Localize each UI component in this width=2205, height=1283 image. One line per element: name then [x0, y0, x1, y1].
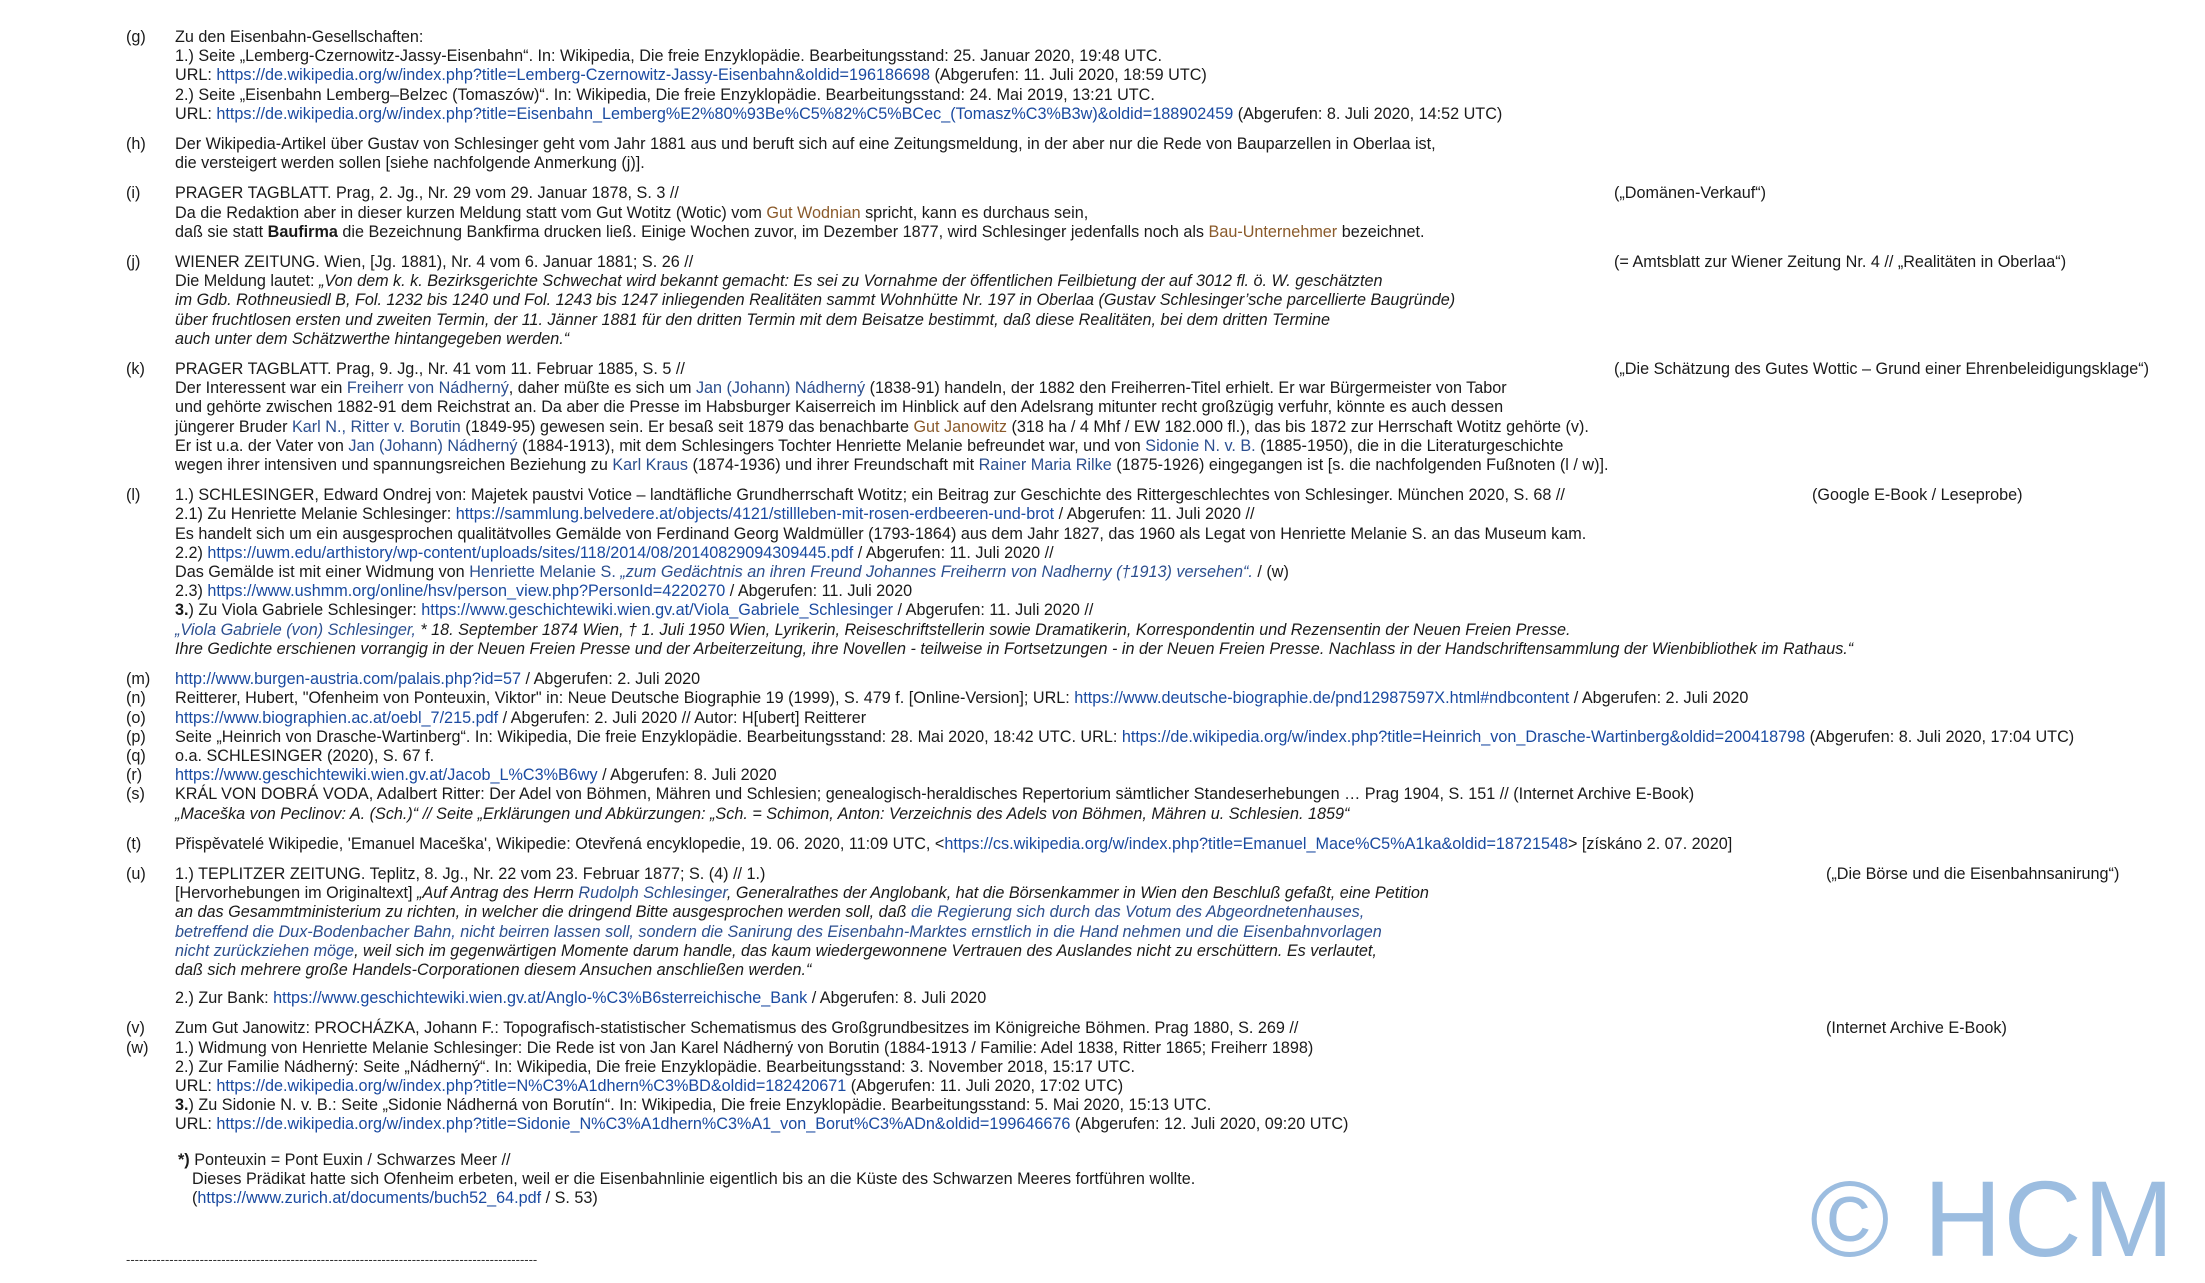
- footnote-g: [126, 28, 2186, 124]
- geschichtewiki-link[interactable]: https://www.geschichtewiki.wien.gv.at/Anglo-%C3%B6sterreichische_Bank: [273, 989, 808, 1008]
- footnote-text: 2.3): [175, 582, 208, 601]
- url-prefix: URL:: [175, 1115, 217, 1134]
- footnote-s: [126, 785, 2186, 823]
- emphasis: 3.: [175, 1096, 189, 1115]
- footnote-label: (u): [126, 864, 146, 883]
- zurich-pdf-link[interactable]: https://www.zurich.at/documents/buch52_64.pdf: [197, 1188, 542, 1207]
- deutsche-biographie-link[interactable]: https://www.deutsche-biographie.de/pnd12987597X.html#ndbcontent: [1074, 689, 1570, 708]
- retrieved-note: / Abgerufen: 2. Juli 2020 // Autor: H[ubert] Reitterer: [498, 708, 867, 727]
- note-text: Dieses Prädikat hatte sich Ofenheim erbeten, weil er die Eisenbahnlinie eigentlich bis an die Küste des Schwarzen Meeres fortführen wollte.: [192, 1169, 1196, 1188]
- belvedere-link[interactable]: https://sammlung.belvedere.at/objects/4121/stillleben-mit-rosen-erdbeeren-und-brot: [455, 505, 1055, 524]
- footnote-text: ) Zu Viola Gabriele Schlesinger:: [188, 601, 422, 620]
- quote: „zum Gedächtnis an ihren Freund Johannes Freiherrn von Nadherny (†1913) versehen“.: [615, 563, 1253, 582]
- footnote-text: , daher müßte es sich um: [508, 379, 696, 398]
- footnote-text: Zu den Eisenbahn-Gesellschaften:: [175, 28, 424, 46]
- footnote-text: 1.) Widmung von Henriette Melanie Schlesinger: Die Rede ist von Jan Karel Nádherný von Borutin (1884-1913 / Familie: Adel 1838, Ritter 1865; Freiherr 1898): [175, 1038, 1314, 1057]
- uwm-pdf-link[interactable]: https://uwm.edu/arthistory/wp-content/uploads/sites/118/2014/08/20140829094309445.pdf: [207, 543, 854, 562]
- retrieved-note: > [získáno 2. 07. 2020]: [1567, 834, 1733, 853]
- footnote-text: Reitterer, Hubert, "Ofenheim von Ponteuxin, Viktor" in: Neue Deutsche Biographie 19 (1999), S. 479 f. [Online-Version]; URL:: [175, 689, 1075, 708]
- quote: auch unter dem Schätzwerthe hintangegeben werden.“: [175, 329, 570, 348]
- quote: über fruchtlosen ersten und zweiten Termin, der 11. Jänner 1881 für den dritten Termin mit dem Beisatze bestimmt, daß diese Realitäten, bei dem dritten Termine: [175, 310, 1330, 329]
- person-link[interactable]: Jan (Johann) Nádherný: [695, 379, 866, 398]
- footnote-text: (318 ha / 4 Mhf / EW 182.000 fl.), das bis 1872 zur Herrschaft Wotitz gehörte (v).: [1007, 417, 1589, 436]
- footnote-label: (m): [126, 670, 151, 689]
- footnote-u: [126, 865, 2186, 1008]
- quote: , weil sich im gegenwärtigen Momente darum handle, das kaum wiedergewonnene Vertrauen des Auslandes nicht zu erschüttern. Es verlautet,: [354, 941, 1377, 960]
- person-link[interactable]: Jan (Johann) Nádherný: [348, 436, 518, 455]
- footnote-text: spricht, kann es durchaus sein,: [860, 203, 1089, 222]
- footnote-v: [126, 1019, 2186, 1038]
- note-text: / S. 53): [541, 1188, 598, 1207]
- note-text: (: [192, 1188, 198, 1207]
- ushmm-link[interactable]: https://www.ushmm.org/online/hsv/person_view.php?PersonId=4220270: [207, 582, 726, 601]
- footnote-label: (r): [126, 766, 143, 785]
- footnote-text: (1838-91) handeln, der 1882 den Freiherren-Titel erhielt. Er war Bürgermeister von Tabor: [865, 379, 1507, 398]
- footnote-label: (w): [126, 1038, 149, 1057]
- quote: im Gdb. Rothneusiedl B, Fol. 1232 bis 1240 und Fol. 1243 bis 1247 inliegenden Realitäten sammt Wohnhütte Nr. 197 in Oberlaa (Gustav Schlesinger’sche parcellierte Baugründe): [175, 291, 1456, 310]
- citation: Zum Gut Janowitz: PROCHÁZKA, Johann F.: Topografisch-statistischer Schematismus des Großgrundbesitzes im Königreiche Böhmen. Prag 1880, S. 269 //: [175, 1019, 1299, 1038]
- footnote-label: (s): [126, 785, 145, 804]
- source-note: (Internet Archive E-Book): [1826, 1019, 2007, 1038]
- geschichtewiki-link[interactable]: https://www.geschichtewiki.wien.gv.at/Jacob_L%C3%B6wy: [175, 766, 598, 785]
- footnote-label: (n): [126, 689, 146, 708]
- footnote-label: (h): [126, 135, 146, 154]
- footnote-text: die versteigert werden sollen [siehe nachfolgende Anmerkung (j)].: [175, 154, 645, 173]
- retrieved-note: (Abgerufen: 11. Juli 2020, 18:59 UTC): [929, 66, 1207, 85]
- url-prefix: URL:: [175, 104, 217, 123]
- footnote-label: (l): [126, 486, 141, 505]
- footnote-r: [126, 766, 2186, 785]
- footnote-t: [126, 835, 2186, 854]
- footnote-text: 2.) Seite „Eisenbahn Lemberg–Belzec (Tomaszów)“. In: Wikipedia, Die freie Enzyklopädie. Bearbeitungsstand: 24. Mai 2019, 13:21 UTC.: [175, 85, 1155, 104]
- copyright-watermark: © HCM: [1810, 1158, 2176, 1279]
- footnote-text: Der Interessent war ein: [175, 379, 347, 398]
- retrieved-note: (Abgerufen: 8. Juli 2020, 17:04 UTC): [1805, 727, 2075, 746]
- wikipedia-link[interactable]: https://de.wikipedia.org/w/index.php?title=Sidonie_N%C3%A1dhern%C3%A1_von_Borut%C3%ADn&oldid=199646676: [216, 1115, 1071, 1134]
- retrieved-note: / Abgerufen: 8. Juli 2020: [597, 766, 777, 785]
- person-link[interactable]: Sidonie N. v. B.: [1145, 436, 1256, 455]
- footnote-q: [126, 747, 2186, 766]
- quote-emphasis: die Regierung sich durch das Votum des Abgeordnetenhauses,: [911, 903, 1365, 922]
- person-link[interactable]: Henriette Melanie S.: [469, 563, 616, 582]
- footnote-text: 2.2): [175, 543, 208, 562]
- quote: Ihre Gedichte erschienen vorrangig in der Neuen Freien Presse und der Arbeiterzeitung, ihre Novellen - teilweise in Fortsetzungen - in der Neuen Freien Presse. Nachlass in der Handschriftensammlung der Wienbibliothek im Rathaus.“: [175, 639, 1854, 658]
- footnote-label: (i): [126, 184, 141, 203]
- footnote-text: (1849-95) gewesen sein. Er besaß seit 1879 das benachbarte: [460, 417, 914, 436]
- quote-emphasis: nicht zurückziehen möge: [175, 941, 355, 960]
- quote-emphasis: betreffend die Dux-Bodenbacher Bahn, nicht beirren lassen soll, sondern die Sanirung des Eisenbahn-Marktes ernstlich in die Hand nehmen und die Eisenbahnvorlagen: [175, 922, 1382, 941]
- footnote-text: wegen ihrer intensiven und spannungsreichen Beziehung zu: [175, 456, 613, 475]
- footnote-text: Die Meldung lautet:: [175, 272, 319, 291]
- source-note: („Domänen-Verkauf“): [1614, 184, 1767, 203]
- footnote-j: [126, 253, 2186, 349]
- geschichtewiki-link[interactable]: https://www.geschichtewiki.wien.gv.at/Viola_Gabriele_Schlesinger: [421, 601, 894, 620]
- footnote-text: und gehörte zwischen 1882-91 dem Reichstrat an. Da aber die Presse im Habsburger Kaiserreich im Hinblick auf den Adelsrang mitunter recht großzügig verfuhr, könnte es auch dessen: [175, 398, 1504, 417]
- footnote-label: (g): [126, 28, 146, 46]
- footnote-k: [126, 360, 2186, 475]
- footnote-text: bezeichnet.: [1337, 222, 1425, 241]
- burgen-austria-link[interactable]: http://www.burgen-austria.com/palais.php?id=57: [175, 670, 521, 689]
- footnote-label: (o): [126, 708, 146, 727]
- footnote-text: [Hervorhebungen im Originaltext]: [175, 884, 418, 903]
- source-note: („Die Börse und die Eisenbahnsanirung“): [1826, 864, 2120, 883]
- footnote-text: 2.1) Zu Henriette Melanie Schlesinger:: [175, 505, 456, 524]
- footnote-text: 1.) Seite „Lemberg-Czernowitz-Jassy-Eisenbahn“. In: Wikipedia, Die freie Enzyklopädie. Bearbeitungsstand: 25. Januar 2020, 19:48 UTC.: [175, 47, 1163, 66]
- footnote-text: Das Gemälde ist mit einer Widmung von: [175, 563, 470, 582]
- footnote-i: [126, 184, 2186, 242]
- quote: „Auf Antrag des Herrn: [417, 884, 579, 903]
- retrieved-note: / Abgerufen: 11. Juli 2020 //: [1054, 505, 1255, 524]
- retrieved-note: (Abgerufen: 11. Juli 2020, 17:02 UTC): [846, 1076, 1124, 1095]
- footnote-text: Es handelt sich um ein ausgesprochen qualitätvolles Gemälde von Ferdinand Georg Waldmüller (1793-1864) aus dem Jahr 1827, das 1960 als Legat von Henriette Melanie S. an das Museum kam.: [175, 524, 1587, 543]
- quote: „Von dem k. k. Bezirksgerichte Schwechat wird bekannt gemacht: Es sei zu Vornahme der öffentlichen Feilbietung der auf 3012 fl. ö. W. geschätzten: [318, 272, 1383, 291]
- footnote-text: (1885-1950), die in die Literaturgeschichte: [1255, 436, 1564, 455]
- footnote-text: Da die Redaktion aber in dieser kurzen Meldung statt vom Gut Wotitz (Wotic) vom: [175, 203, 767, 222]
- wikipedia-link[interactable]: https://de.wikipedia.org/w/index.php?title=Lemberg-Czernowitz-Jassy-Eisenbahn&oldid=196186698: [216, 66, 930, 85]
- footnote-label: (p): [126, 727, 146, 746]
- separator-line: -----------------------------------------------------------------------------------------------: [126, 1252, 538, 1267]
- retrieved-note: / Abgerufen: 11. Juli 2020: [725, 582, 913, 601]
- wikipedia-link[interactable]: https://de.wikipedia.org/w/index.php?title=Heinrich_von_Drasche-Wartinberg&oldid=200418798: [1121, 727, 1806, 746]
- place-link[interactable]: Gut Janowitz: [913, 417, 1008, 436]
- footnote-label: (q): [126, 746, 146, 765]
- footnote-n: [126, 689, 2186, 708]
- footnote-text: die Bezeichnung Bankfirma drucken ließ. Einige Wochen zuvor, im Dezember 1877, wird Schlesinger jedenfalls noch als: [337, 222, 1209, 241]
- retrieved-note: (Abgerufen: 12. Juli 2020, 09:20 UTC): [1070, 1115, 1349, 1134]
- citation: WIENER ZEITUNG. Wien, [Jg. 1881), Nr. 4 vom 6. Januar 1881; S. 26 //: [175, 253, 694, 272]
- footnote-text: 2.) Zur Familie Nádherný: Seite „Nádherný“. In: Wikipedia, Die freie Enzyklopädie. Bearbeitungsstand: 3. November 2018, 15:17 UTC.: [175, 1057, 1136, 1076]
- footnote-text: ) Zu Sidonie N. v. B.: Seite „Sidonie Nádherná von Borutín“. In: Wikipedia, Die freie Enzyklopädie. Bearbeitungsstand: 5. Mai 2020, 15:13 UTC.: [188, 1096, 1212, 1115]
- asterisk-marker: *): [178, 1150, 190, 1169]
- footnote-text: jüngerer Bruder: [175, 417, 292, 436]
- wikipedia-link[interactable]: https://de.wikipedia.org/w/index.php?title=N%C3%A1dhern%C3%BD&oldid=182420671: [216, 1076, 847, 1095]
- footnote-text: (1884-1913), mit dem Schlesingers Tochter Henriette Melanie befreundet war, und von: [517, 436, 1146, 455]
- footnote-label: (k): [126, 360, 145, 379]
- person-link[interactable]: Rainer Maria Rilke: [978, 456, 1112, 475]
- source-note: (Google E-Book / Leseprobe): [1812, 486, 2023, 505]
- quote: , Generalrathes der Anglobank, hat die Börsenkammer in Wien den Beschluß gefaßt, eine Petition: [726, 884, 1429, 903]
- citation: PRAGER TAGBLATT. Prag, 9. Jg., Nr. 41 vom 11. Februar 1885, S. 5 //: [175, 360, 685, 379]
- person-link[interactable]: Freiherr von Nádherný: [346, 379, 509, 398]
- wikipedia-link[interactable]: https://de.wikipedia.org/w/index.php?title=Eisenbahn_Lemberg%E2%80%93Be%C5%82%C5%BCec_(Tomasz%C3%B3w)&oldid=188902459: [216, 104, 1234, 123]
- citation: 1.) SCHLESINGER, Edward Ondrej von: Majetek paustvi Votice – landtäfliche Grundherrschaft Wotitz; ein Beitrag zur Geschichte des Rittergeschlechtes von Schlesinger. München 2020, S. 68 //: [175, 486, 1565, 505]
- person-link[interactable]: Rudolph Schlesinger: [578, 884, 727, 903]
- footnote-text: / (w): [1252, 563, 1289, 582]
- retrieved-note: / Abgerufen: 2. Juli 2020: [1569, 689, 1749, 708]
- bau-unternehmer-link[interactable]: Bau-Unternehmer: [1208, 222, 1338, 241]
- retrieved-note: / Abgerufen: 11. Juli 2020 //: [853, 543, 1054, 562]
- footnote-o: [126, 709, 2186, 728]
- note-text: Ponteuxin = Pont Euxin / Schwarzes Meer //: [189, 1150, 511, 1169]
- footnotes-document: [126, 28, 2186, 1208]
- retrieved-note: (Abgerufen: 8. Juli 2020, 14:52 UTC): [1233, 104, 1503, 123]
- citation: 1.) TEPLITZER ZEITUNG. Teplitz, 8. Jg., Nr. 22 vom 23. Februar 1877; S. (4) // 1.): [175, 864, 766, 883]
- biographien-link[interactable]: https://www.biographien.ac.at/oebl_7/215.pdf: [175, 708, 499, 727]
- footnote-text: (1874-1936) und ihrer Freundschaft mit: [687, 456, 979, 475]
- footnote-text: Seite „Heinrich von Drasche-Wartinberg“. In: Wikipedia, Die freie Enzyklopädie. Bearbeitungsstand: 28. Mai 2020, 18:42 UTC. URL:: [175, 727, 1122, 746]
- footnote-h: [126, 135, 2186, 173]
- url-prefix: URL:: [175, 66, 217, 85]
- footnote-label: (v): [126, 1019, 145, 1038]
- footnote-p: [126, 728, 2186, 747]
- retrieved-note: / Abgerufen: 11. Juli 2020 //: [893, 601, 1094, 620]
- person-link[interactable]: Karl Kraus: [612, 456, 688, 475]
- footnote-text: 2.) Zur Bank:: [175, 989, 274, 1008]
- footnote-text: (1875-1926) eingegangen ist [s. die nachfolgenden Fußnoten (l / w)].: [1111, 456, 1609, 475]
- footnote-label: (j): [126, 253, 141, 272]
- footnote-l: [126, 486, 2186, 659]
- footnote-label: (t): [126, 834, 142, 853]
- citation: KRÁL VON DOBRÁ VODA, Adalbert Ritter: Der Adel von Böhmen, Mähren und Schlesien; genealogisch-heraldisches Repertorium sämtlicher Standeserhebungen … Prag 1904, S. 151 // (Internet Archive E-Book): [175, 785, 1695, 804]
- retrieved-note: / Abgerufen: 2. Juli 2020: [520, 670, 701, 689]
- footnote-text: Přispěvatelé Wikipedie, 'Emanuel Maceška', Wikipedie: Otevřená encyklopedie, 19. 06. 2020, 11:09 UTC, <: [175, 834, 945, 853]
- gut-wodnian-link[interactable]: Gut Wodnian: [766, 203, 861, 222]
- emphasis: 3.: [175, 601, 189, 620]
- quote-name: „Viola Gabriele (von) Schlesinger,: [175, 620, 416, 639]
- quote: „Maceška von Peclinov: A. (Sch.)“ // Seite „Erklärungen und Abkürzungen: „Sch. = Schimon, Anton: Verzeichnis des Adels von Böhmen, Mähren u. Schlesien. 1859“: [175, 804, 1350, 823]
- footnote-m: [126, 670, 2186, 689]
- source-note: (= Amtsblatt zur Wiener Zeitung Nr. 4 // „Realitäten in Oberlaa“): [1614, 253, 2067, 272]
- emphasis: Baufirma: [267, 222, 338, 241]
- footnote-text: Er ist u.a. der Vater von: [175, 436, 349, 455]
- source-note: („Die Schätzung des Gutes Wottic – Grund einer Ehrenbeleidigungsklage“): [1614, 360, 2150, 379]
- footnote-text: o.a. SCHLESINGER (2020), S. 67 f.: [175, 746, 435, 765]
- person-link[interactable]: Karl N., Ritter v. Borutin: [291, 417, 461, 436]
- footnote-text: daß sie statt: [175, 222, 268, 241]
- retrieved-note: / Abgerufen: 8. Juli 2020: [807, 989, 987, 1008]
- quote: daß sich mehrere große Handels-Corporationen diesem Ansuchen anschließen werden.“: [175, 960, 812, 979]
- citation: PRAGER TAGBLATT. Prag, 2. Jg., Nr. 29 vom 29. Januar 1878, S. 3 //: [175, 184, 679, 203]
- footnote-text: Der Wikipedia-Artikel über Gustav von Schlesinger geht vom Jahr 1881 aus und beruft sich auf eine Zeitungsmeldung, in der aber nur die Rede von Bauparzellen in Oberlaa ist,: [175, 135, 1436, 154]
- url-prefix: URL:: [175, 1076, 217, 1095]
- quote: an das Gesammtministerium zu richten, in welcher die dringend Bitte ausgesprochen werden soll, daß: [175, 903, 911, 922]
- footnote-w: [126, 1039, 2186, 1135]
- quote: * 18. September 1874 Wien, † 1. Juli 1950 Wien, Lyrikerin, Reiseschriftstellerin sowie Dramatikerin, Korrespondentin und Rezensentin der Neuen Freien Presse.: [415, 620, 1571, 639]
- cs-wikipedia-link[interactable]: https://cs.wikipedia.org/w/index.php?title=Emanuel_Mace%C5%A1ka&oldid=18721548: [944, 834, 1568, 853]
